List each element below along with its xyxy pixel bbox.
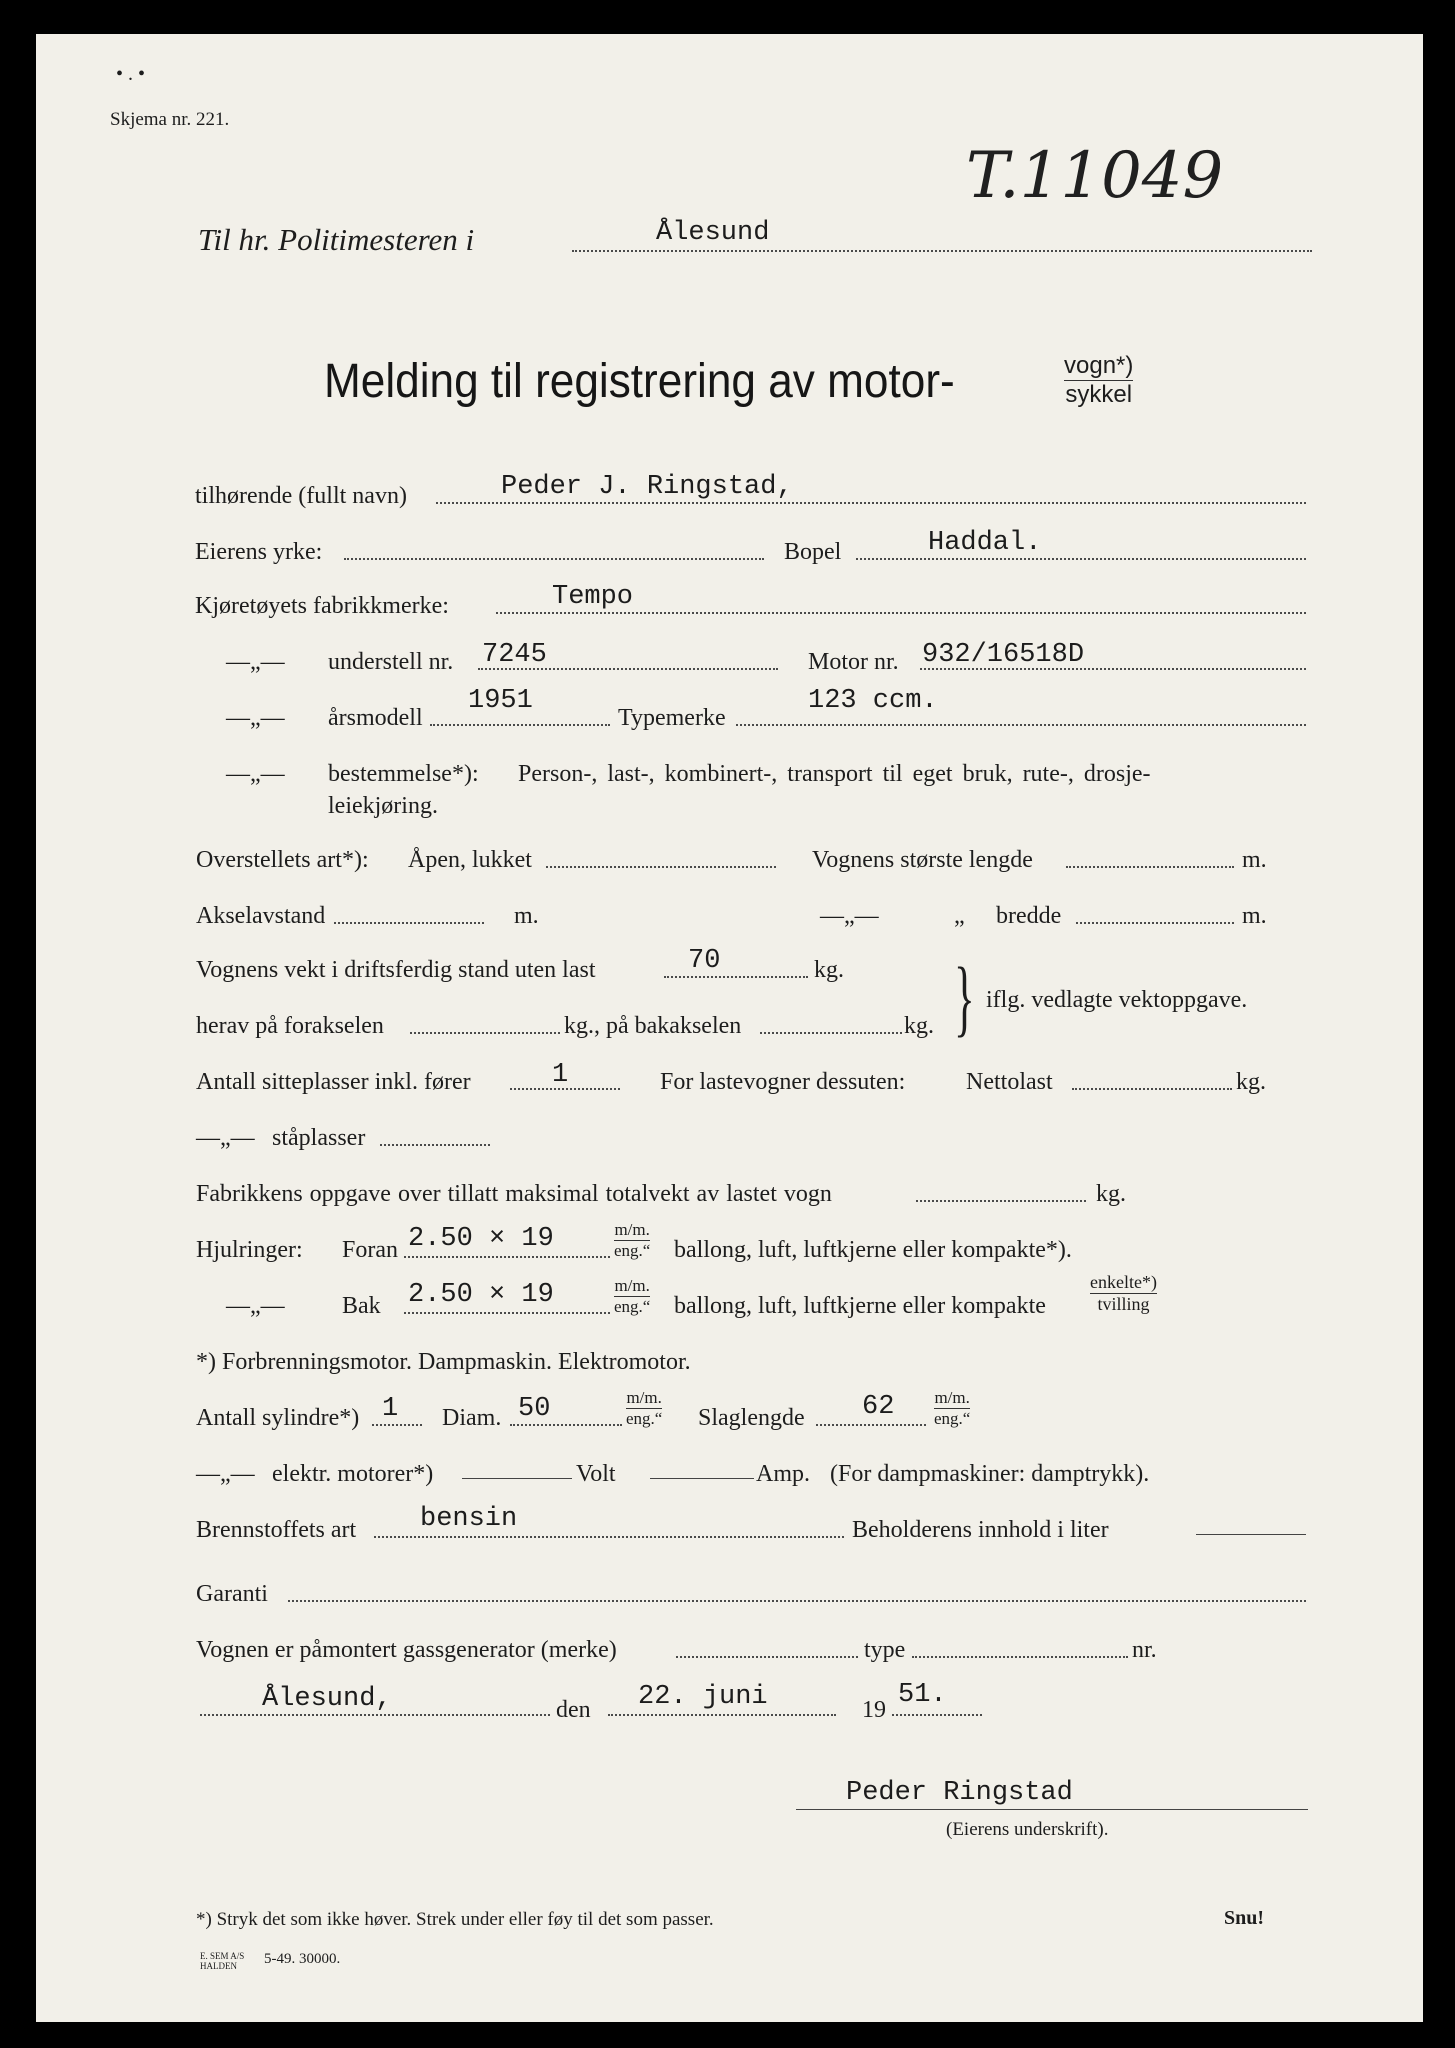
handwritten-case-number: T.11049 xyxy=(966,139,1224,213)
make-label: Kjøretøyets fabrikkmerke: xyxy=(195,593,449,619)
front-tyre-unit: m/m. eng.“ xyxy=(614,1220,651,1260)
gas-label: Vognen er påmontert gassgenerator (merke) xyxy=(196,1637,617,1663)
warranty-line xyxy=(288,1600,1306,1602)
body-line xyxy=(546,866,776,868)
owner-value: Peder J. Ringstad, xyxy=(501,472,793,502)
truck-label: For lastevogner dessuten: xyxy=(660,1069,906,1095)
rear-tyre-mount: enkelte*) tvilling xyxy=(1090,1272,1157,1314)
occupation-label: Eierens yrke: xyxy=(195,539,323,565)
residence-line xyxy=(856,558,1306,560)
volt-line xyxy=(650,1478,754,1479)
rear-tyre-line xyxy=(404,1312,610,1314)
signature-value: Peder Ringstad xyxy=(846,1778,1073,1808)
date-year: 51. xyxy=(898,1680,947,1710)
turn-over: Snu! xyxy=(1224,1907,1265,1929)
residence-value: Haddal. xyxy=(928,528,1042,558)
payload-line xyxy=(1072,1088,1232,1090)
fuel-label: Brennstoffets art xyxy=(196,1517,357,1543)
residence-label: Bopel xyxy=(784,539,842,565)
front-tyre-value: 2.50 × 19 xyxy=(408,1224,554,1254)
weight-label: Vognens vekt i driftsferdig stand uten last xyxy=(196,957,596,983)
ditto-mark-1: —„— xyxy=(226,649,285,675)
purpose-options-cont: leiekjøring. xyxy=(328,793,438,819)
rear-tyre-unit: m/m. eng.“ xyxy=(614,1276,651,1316)
wheelbase-label: Akselavstand xyxy=(196,903,326,929)
rear-axle-line xyxy=(760,1032,902,1034)
printer-city: HALDEN xyxy=(200,1961,237,1971)
purpose-options: Person-, last-, kombinert-, transport til eget bruk, rute-, drosje- xyxy=(518,761,1151,787)
ditto-mark-4: —„— xyxy=(820,903,879,929)
printer-name: E. SEM A/S xyxy=(200,1951,245,1961)
year-label: årsmodell xyxy=(328,705,423,731)
signature-line xyxy=(796,1809,1308,1810)
date-value: 22. juni xyxy=(638,1682,768,1712)
print-run: 5-49. 30000. xyxy=(264,1951,341,1967)
engine-types: *) Forbrenningsmotor. Dampmaskin. Elektromotor. xyxy=(196,1349,691,1375)
gas-make-line xyxy=(676,1656,858,1658)
occupation-line xyxy=(344,558,764,560)
width-line xyxy=(1076,922,1234,924)
addressee-label: Til hr. Politimesteren i xyxy=(198,222,475,257)
chassis-value: 7245 xyxy=(482,640,547,670)
width-unit: m. xyxy=(1242,903,1267,929)
cylinders-line xyxy=(372,1424,422,1426)
front-axle-label: herav på forakselen xyxy=(196,1013,384,1039)
signature-caption: (Eierens underskrift). xyxy=(946,1819,1109,1840)
year-sign-line xyxy=(892,1714,982,1716)
ditto-mark-2: —„— xyxy=(226,705,285,731)
rear-axle-label: kg., på bakakselen xyxy=(564,1013,742,1039)
standing-line xyxy=(380,1144,490,1146)
gas-type-line xyxy=(912,1656,1128,1658)
chassis-label: understell nr. xyxy=(328,649,454,675)
length-unit: m. xyxy=(1242,847,1267,873)
weight-line xyxy=(664,976,808,978)
rear-tyre-value: 2.50 × 19 xyxy=(408,1280,554,1310)
ditto-mark-5: —„— xyxy=(196,1125,255,1151)
year-line xyxy=(430,724,610,726)
stroke-line xyxy=(816,1424,926,1426)
place-line xyxy=(200,1714,550,1716)
form-number: Skjema nr. 221. xyxy=(110,109,230,130)
weight-note: iflg. vedlagte vektoppgave. xyxy=(986,987,1248,1013)
gas-nr-label: nr. xyxy=(1132,1637,1157,1663)
ditto-mark-6: —„— xyxy=(226,1293,285,1319)
electric-line xyxy=(462,1478,572,1479)
max-weight-label: Fabrikkens oppgave over tillatt maksimal totalvekt av lastet vogn xyxy=(196,1181,832,1207)
fuel-value: bensin xyxy=(420,1504,518,1534)
max-weight-line xyxy=(916,1200,1086,1202)
title-variant-sykkel: sykkel xyxy=(1065,380,1133,408)
diam-value: 50 xyxy=(518,1394,551,1424)
length-line xyxy=(1066,866,1234,868)
stroke-value: 62 xyxy=(862,1392,895,1422)
body-options: Åpen, lukket xyxy=(408,847,532,873)
title-variant-vogn: vogn*) xyxy=(1064,352,1134,379)
make-value: Tempo xyxy=(552,582,634,612)
body-label: Overstellets art*): xyxy=(196,847,369,873)
type-label: Typemerke xyxy=(618,705,726,731)
motor-value: 932/16518D xyxy=(922,640,1085,670)
standing-label: ståplasser xyxy=(272,1125,366,1151)
length-label: Vognens største lengde xyxy=(812,847,1033,873)
weight-unit: kg. xyxy=(814,957,844,983)
rear-tyre-options: ballong, luft, luftkjerne eller kompakte xyxy=(674,1293,1046,1319)
width-quote: „ xyxy=(954,903,965,929)
form-title: Melding til registrering av motor- xyxy=(324,355,955,408)
wheelbase-line xyxy=(334,922,484,924)
tank-label: Beholderens innhold i liter xyxy=(852,1517,1109,1543)
front-label: Foran xyxy=(342,1237,398,1263)
type-value: 123 ccm. xyxy=(808,686,938,716)
wheels-label: Hjulringer: xyxy=(196,1237,303,1263)
tank-line xyxy=(1196,1534,1306,1535)
date-century: 19 xyxy=(862,1697,886,1723)
gas-type-label: type xyxy=(864,1637,906,1663)
weight-value: 70 xyxy=(688,946,721,976)
seats-label: Antall sitteplasser inkl. fører xyxy=(196,1069,471,1095)
owner-line xyxy=(436,502,1306,504)
diam-line xyxy=(510,1424,622,1426)
rear-axle-unit: kg. xyxy=(904,1013,934,1039)
purpose-label: bestemmelse*): xyxy=(328,761,479,787)
place-value: Ålesund, xyxy=(262,1684,392,1714)
footer-note: *) Stryk det som ikke høver. Strek under eller føy til det som passer. xyxy=(196,1909,714,1930)
stroke-label: Slaglengde xyxy=(698,1405,805,1431)
type-line xyxy=(736,724,1306,726)
ditto-mark-7: —„— xyxy=(196,1461,255,1487)
cylinders-label: Antall sylindre*) xyxy=(196,1405,360,1431)
steam-label: (For dampmaskiner: damptrykk). xyxy=(830,1461,1150,1487)
city-line xyxy=(572,250,1312,252)
rear-label: Bak xyxy=(342,1293,381,1319)
front-tyre-line xyxy=(404,1256,610,1258)
electric-label: elektr. motorer*) xyxy=(272,1461,434,1487)
city-value: Ålesund xyxy=(656,218,770,248)
stroke-unit: m/m. eng.“ xyxy=(934,1388,971,1428)
payload-label: Nettolast xyxy=(966,1069,1053,1095)
fuel-line xyxy=(374,1536,844,1538)
date-den: den xyxy=(556,1697,591,1723)
print-marks: • . • xyxy=(116,63,146,85)
ditto-mark-3: —„— xyxy=(226,761,285,787)
max-weight-unit: kg. xyxy=(1096,1181,1126,1207)
seats-value: 1 xyxy=(552,1060,569,1090)
diam-label: Diam. xyxy=(442,1405,502,1431)
year-value: 1951 xyxy=(468,686,533,716)
amp-label: Amp. xyxy=(756,1461,810,1487)
owner-label: tilhørende (fullt navn) xyxy=(195,483,407,509)
make-line xyxy=(496,612,1306,614)
title-variant xyxy=(1064,352,1133,408)
motor-label: Motor nr. xyxy=(808,649,899,675)
payload-unit: kg. xyxy=(1236,1069,1266,1095)
width-label: bredde xyxy=(996,903,1062,929)
wheelbase-unit: m. xyxy=(514,903,539,929)
weight-brace: } xyxy=(954,949,975,1045)
diam-unit: m/m. eng.“ xyxy=(626,1388,663,1428)
cylinders-value: 1 xyxy=(382,1394,399,1424)
date-line xyxy=(608,1714,836,1716)
form-sheet xyxy=(36,34,1423,2022)
front-axle-line xyxy=(410,1032,560,1034)
front-tyre-options: ballong, luft, luftkjerne eller kompakte*). xyxy=(674,1237,1072,1263)
volt-label: Volt xyxy=(576,1461,616,1487)
warranty-label: Garanti xyxy=(196,1581,268,1607)
